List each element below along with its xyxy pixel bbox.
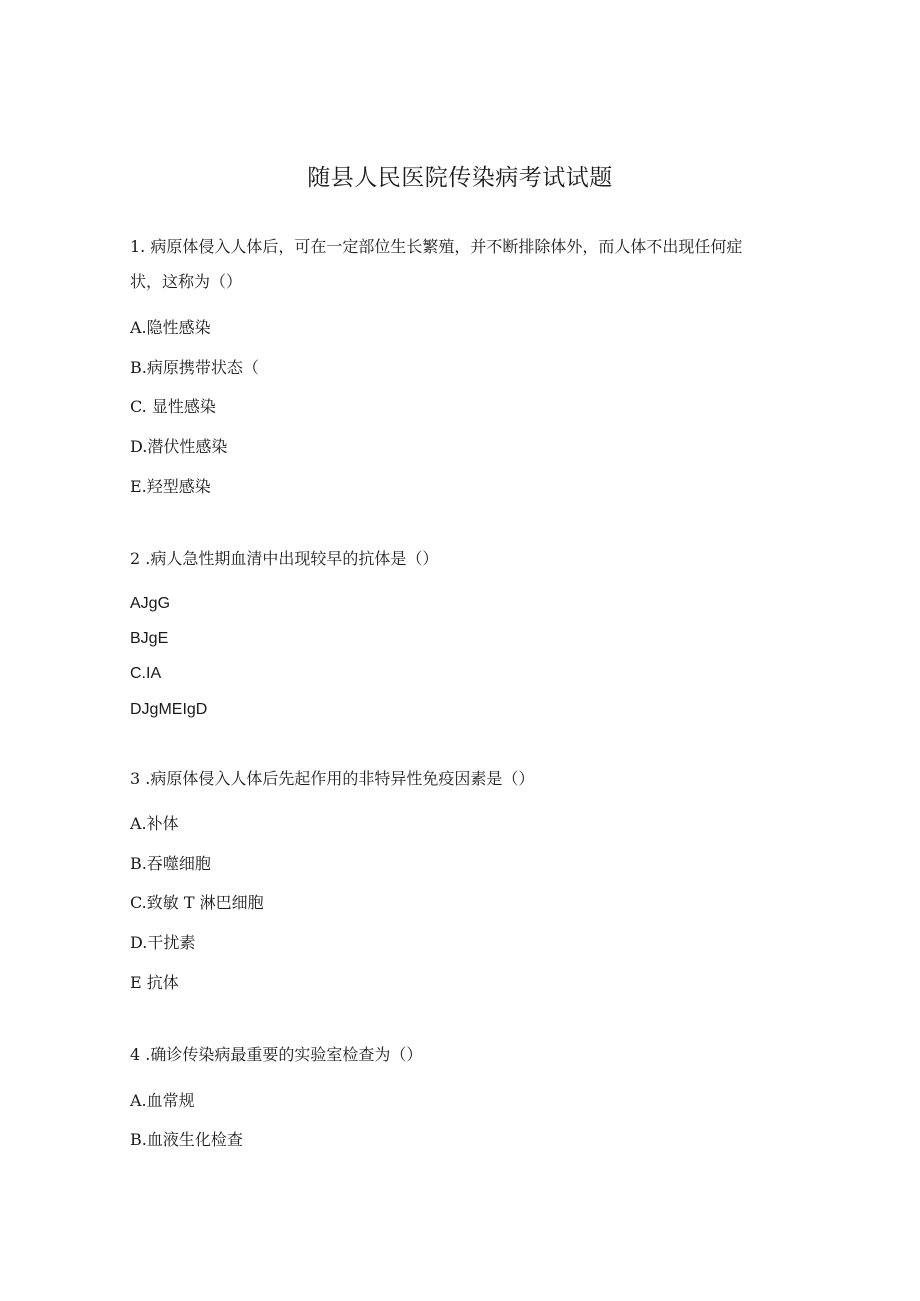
question-2-stem: 2 .病人急性期血清中出现较早的抗体是（）	[130, 549, 439, 568]
question-2-option-a: AJgG	[130, 595, 171, 612]
question-1-option-e: E.羟型感染	[130, 477, 211, 496]
question-2-option-d: DJgMEIgD	[130, 701, 208, 718]
question-3-option-d: D.干扰素	[130, 933, 196, 952]
question-4-option-a: A.血常规	[130, 1091, 195, 1110]
question-1-option-a: A.隐性感染	[130, 318, 211, 337]
question-3-option-c: C.致敏 T 淋巴细胞	[130, 893, 264, 912]
question-2-option-b: BJgE	[130, 630, 169, 647]
question-3-option-e: E 抗体	[130, 973, 179, 992]
question-1-option-d: D.潜伏性感染	[130, 437, 228, 456]
question-3-stem: 3 .病原体侵入人体后先起作用的非特异性免疫因素是（）	[130, 769, 535, 788]
question-4-stem: 4 .确诊传染病最重要的实验室检查为（）	[130, 1045, 423, 1064]
page-title: 随县人民医院传染病考试试题	[307, 165, 613, 191]
question-1-stem-line-1: 1. 病原体侵入人体后，可在一定部位生长繁殖，并不断排除体外，而人体不出现任何症	[130, 237, 743, 256]
question-1-stem-line-2: 状，这称为（）	[130, 272, 243, 291]
question-1-option-b: B.病原携带状态（	[130, 358, 259, 377]
question-2-option-c: C.IA	[130, 665, 162, 682]
question-3-option-b: B.吞噬细胞	[130, 854, 211, 873]
question-1-option-c: C. 显性感染	[130, 397, 216, 416]
question-4-option-b: B.血液生化检查	[130, 1130, 243, 1149]
question-3-option-a: A.补体	[130, 814, 179, 833]
